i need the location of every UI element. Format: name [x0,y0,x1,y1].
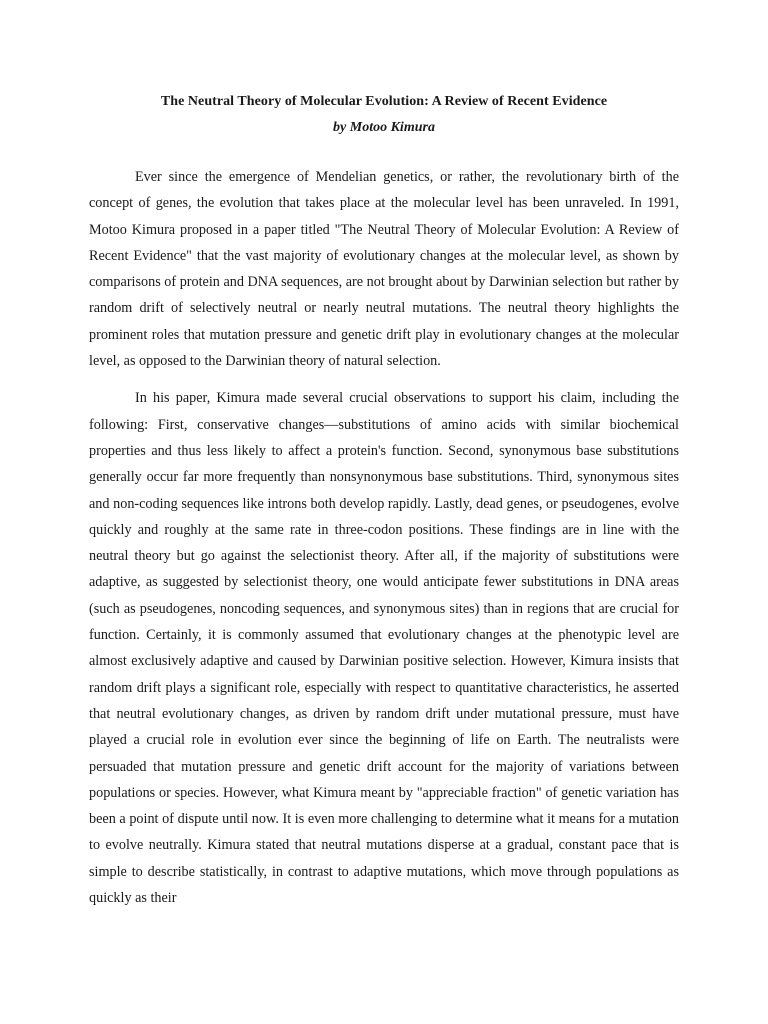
document-body [89,164,679,911]
document-author: by Motoo Kimura [333,120,435,135]
document-title: The Neutral Theory of Molecular Evolution: A Review of Recent Evidence [160,94,608,109]
body-paragraph-1: Ever since the emergence of Mendelian genetics, or rather, the revolutionary birth of the concept of genes, the evolution that takes place at the molecular level has been unraveled. In 1991, Motoo Kimura proposed in a paper titled "The Neutral Theory of Molecular Evolution: A Review of Recent Evidence" that the vast majority of evolutionary changes at the molecular level, as shown by comparisons of protein and DNA sequences, are not brought about by Darwinian selection but rather by random drift of selectively neutral or nearly neutral mutations. The neutral theory highlights the prominent roles that mutation pressure and genetic drift play in evolutionary changes at the molecular level, as opposed to the Darwinian theory of natural selection. [89,169,679,370]
body-paragraph-2: In his paper, Kimura made several crucial observations to support his claim, including the following: First, conservative changes—substitutions of amino acids with similar biochemical properties and thus less likely to affect a protein's function. Second, synonymous base substitutions generally occur far more frequently than nonsynonymous base substitutions. Third, synonymous sites and non-coding sequences like introns both develop rapidly. Lastly, dead genes, or pseudogenes, evolve quickly and roughly at the same rate in three-codon positions. These findings are in line with the neutral theory but go against the selectionist theory. After all, if the majority of substitutions were adaptive, as suggested by selectionist theory, one would anticipate fewer substitutions in DNA areas (such as pseudogenes, noncoding sequences, and synonymous sites) than in regions that are crucial for function. Certainly, it is commonly assumed that evolutionary changes at the phenotypic level are almost exclusively adaptive and caused by Darwinian positive selection. However, Kimura insists that random drift plays a significant role, especially with respect to quantitative characteristics, he asserted that neutral evolutionary changes, as driven by random drift under mutational pressure, must have played a crucial role in evolution ever since the beginning of life on Earth. The neutralists were persuaded that mutation pressure and genetic drift account for the majority of variations between populations or species. However, what Kimura meant by "appreciable fraction" of genetic variation has been a point of dispute until now. It is even more challenging to determine what it means for a mutation to evolve neutrally. Kimura stated that neutral mutations disperse at a gradual, constant pace that is simple to describe statistically, in contrast to adaptive mutations, which move through populations as quickly as their [89,390,679,907]
